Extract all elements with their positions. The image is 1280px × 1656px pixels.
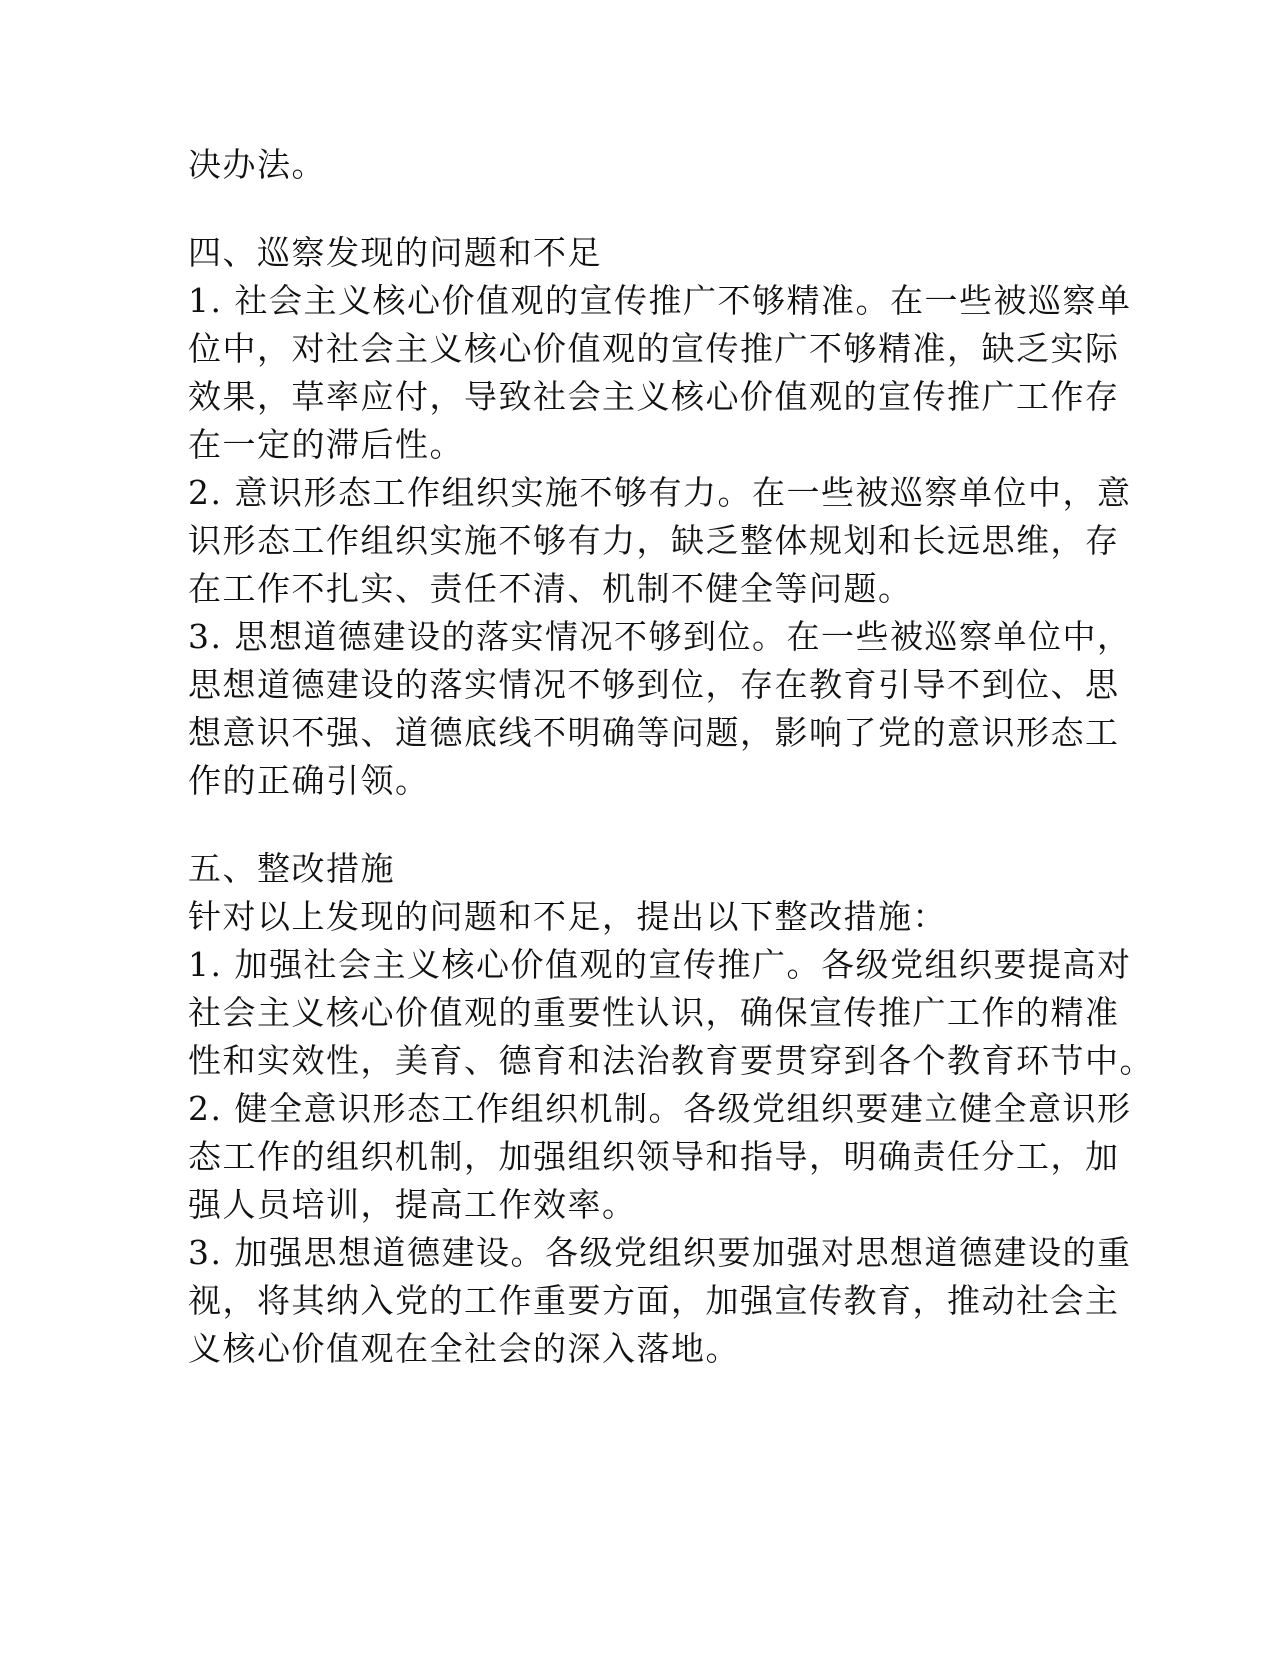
paragraph-line: 态工作的组织机制，加强组织领导和指导，明确责任分工，加 (188, 1137, 1120, 1176)
paragraph-line: 3. 加强思想道德建设。各级党组织要加强对思想道德建设的重 (188, 1233, 1132, 1272)
paragraph-line: 1. 社会主义核心价值观的宣传推广不够精准。在一些被巡察单 (188, 281, 1132, 320)
paragraph-line: 3. 思想道德建设的落实情况不够到位。在一些被巡察单位中， (188, 617, 1132, 656)
paragraph-line: 识形态工作组织实施不够有力，缺乏整体规划和长远思维，存 (188, 521, 1120, 560)
paragraph-line: 强人员培训，提高工作效率。 (188, 1185, 637, 1224)
paragraph-line: 位中，对社会主义核心价值观的宣传推广不够精准，缺乏实际 (188, 329, 1120, 368)
paragraph-line: 2. 健全意识形态工作组织机制。各级党组织要建立健全意识形 (188, 1089, 1132, 1128)
paragraph-line: 效果，草率应付，导致社会主义核心价值观的宣传推广工作存 (188, 377, 1120, 416)
paragraph-line: 在工作不扎实、责任不清、机制不健全等问题。 (188, 569, 913, 608)
section-heading-five: 五、整改措施 (188, 849, 395, 888)
paragraph-line: 在一定的滞后性。 (188, 425, 464, 464)
paragraph-line: 作的正确引领。 (188, 761, 430, 800)
paragraph-line: 决办法。 (188, 145, 326, 184)
paragraph-line: 义核心价值观在全社会的深入落地。 (188, 1329, 740, 1368)
paragraph-line: 想意识不强、道德底线不明确等问题，影响了党的意识形态工 (188, 713, 1120, 752)
paragraph-line: 社会主义核心价值观的重要性认识，确保宣传推广工作的精准 (188, 993, 1120, 1032)
paragraph-line: 视，将其纳入党的工作重要方面，加强宣传教育，推动社会主 (188, 1281, 1120, 1320)
section-heading-four: 四、巡察发现的问题和不足 (188, 233, 602, 272)
paragraph-line: 2. 意识形态工作组织实施不够有力。在一些被巡察单位中，意 (188, 473, 1132, 512)
paragraph-line: 思想道德建设的落实情况不够到位，存在教育引导不到位、思 (188, 665, 1120, 704)
paragraph-line: 针对以上发现的问题和不足，提出以下整改措施： (188, 897, 947, 936)
paragraph-line: 性和实效性，美育、德育和法治教育要贯穿到各个教育环节中。 (188, 1041, 1154, 1080)
paragraph-line: 1. 加强社会主义核心价值观的宣传推广。各级党组织要提高对 (188, 945, 1132, 984)
